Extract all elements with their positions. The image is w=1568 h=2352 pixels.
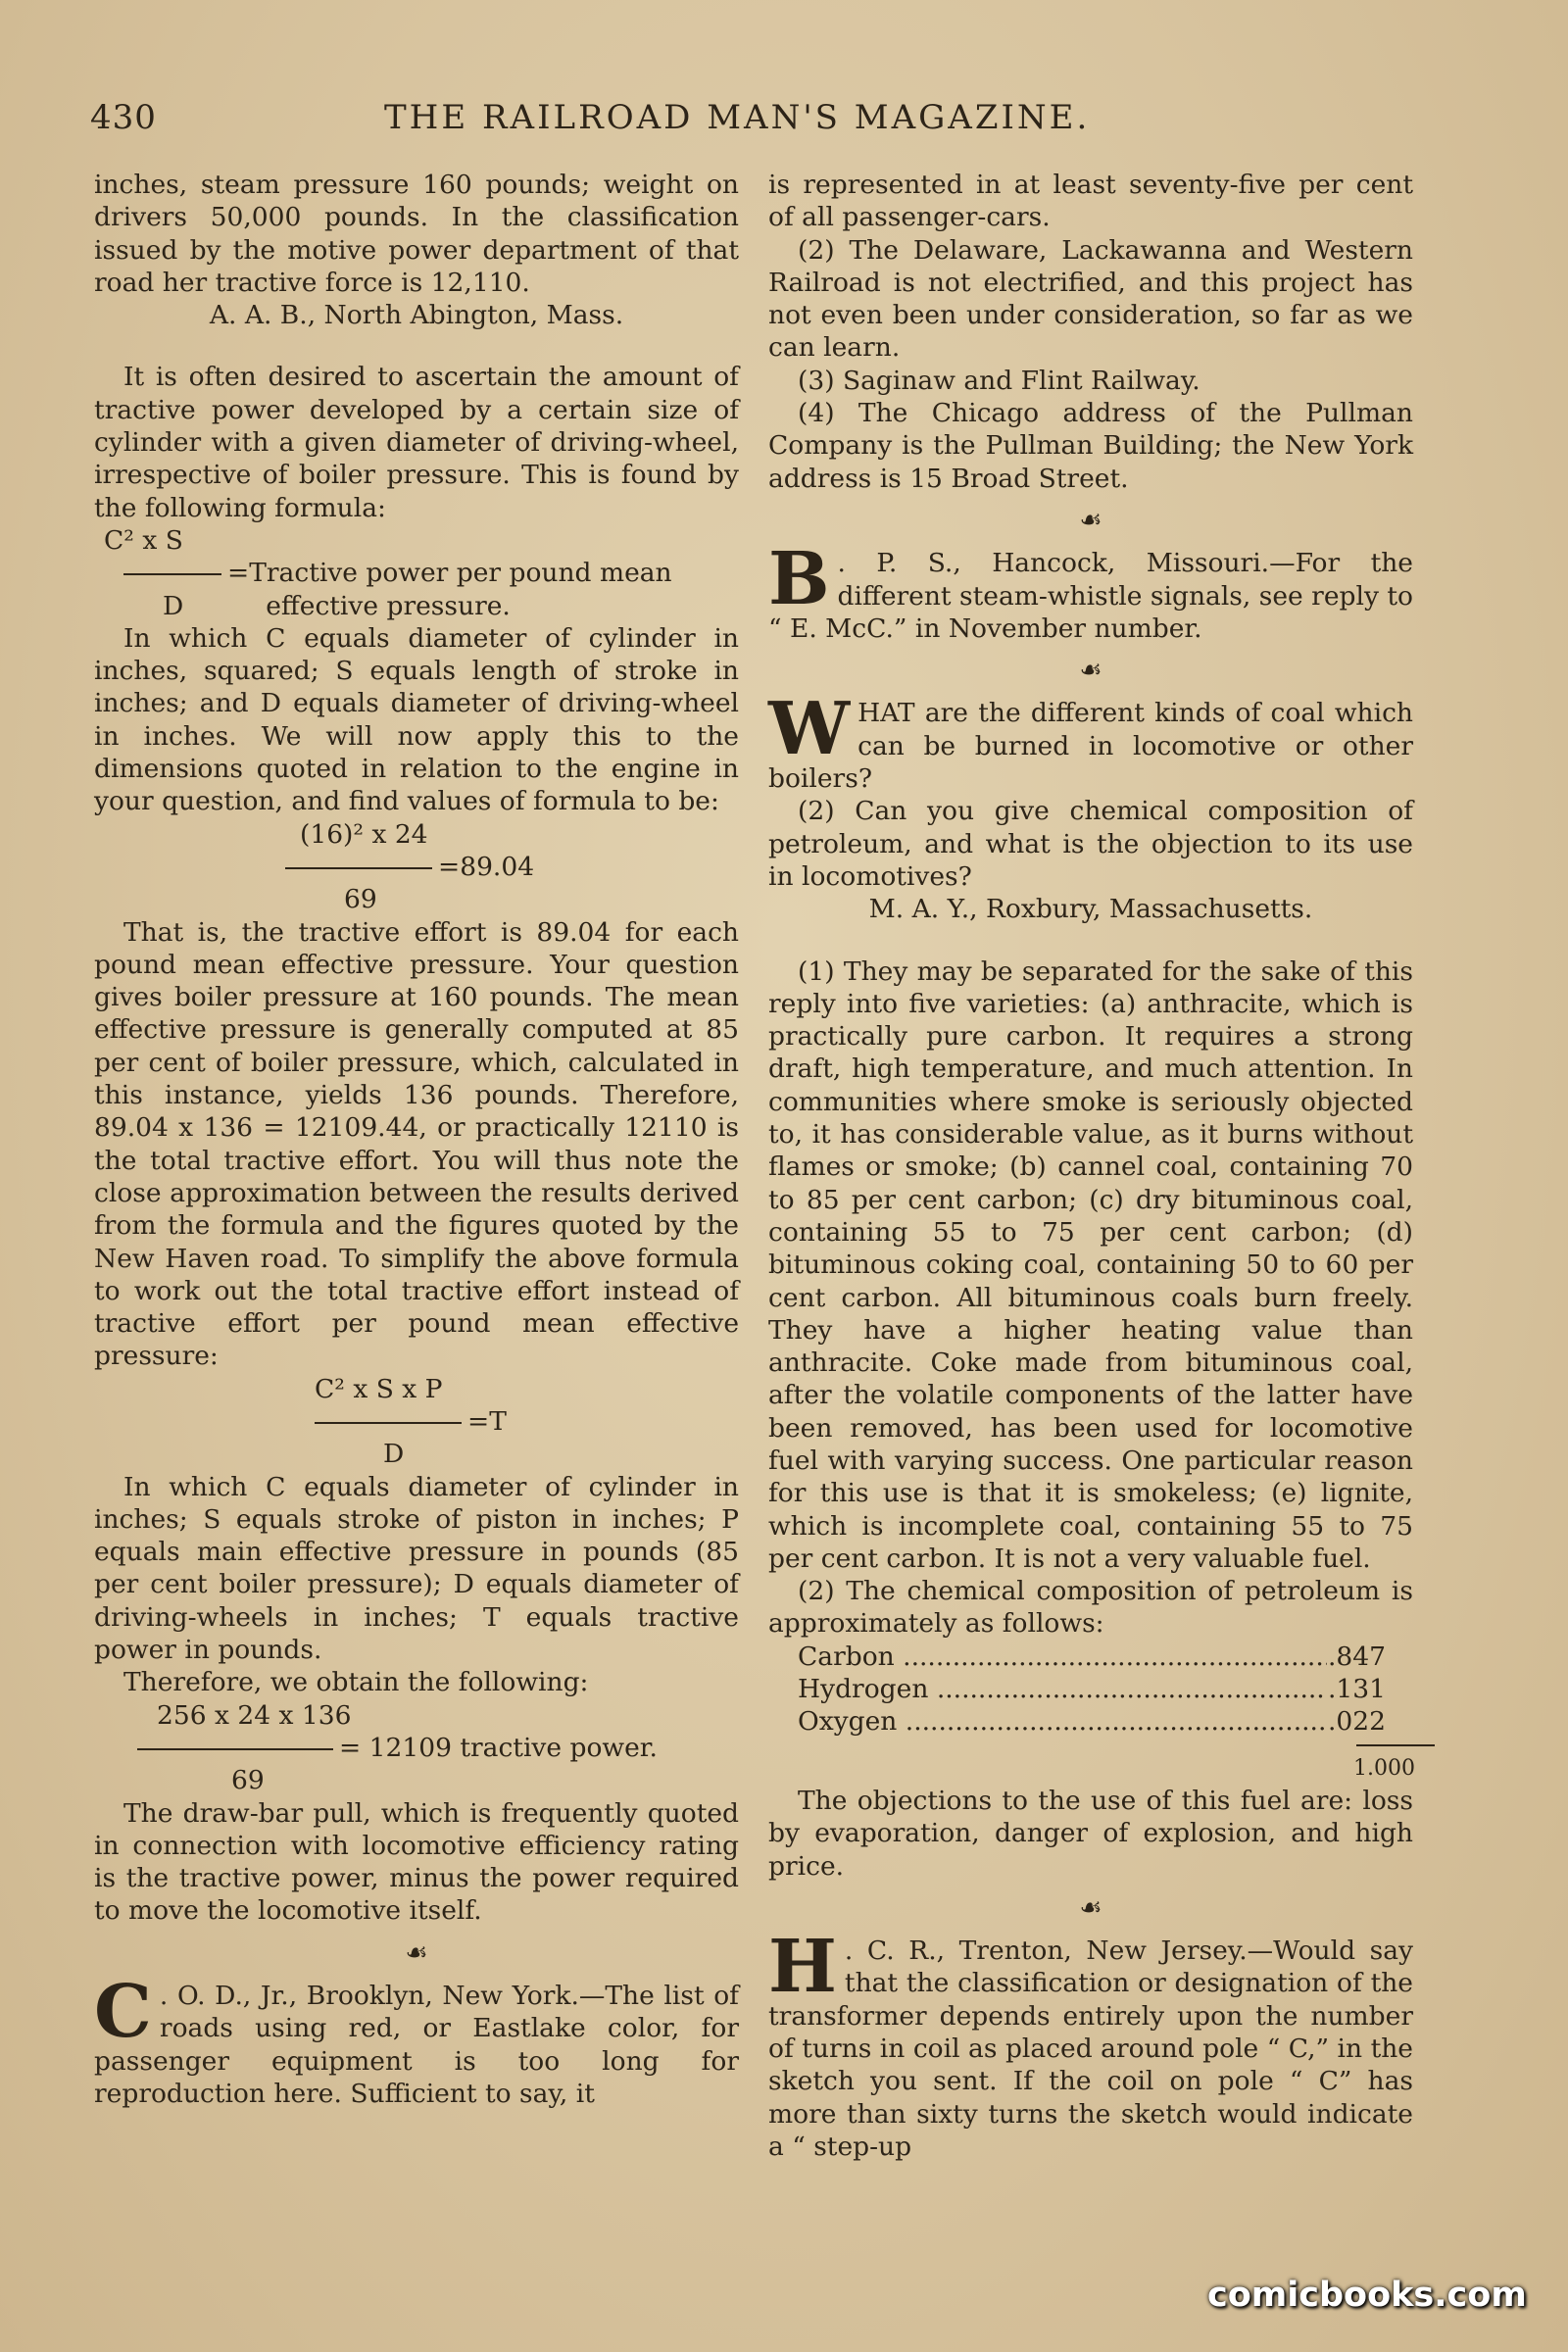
formula-result [94,1699,739,1797]
right-column [768,169,1413,2163]
paragraph: In which C equals diameter of cylinder in inches; S equals stroke of piston in inches; P equals main effective pressure in pounds (85 per cent boiler pressure); D equals diameter of driving-wheels in inches; T equals tractive power in pounds. [94,1471,739,1666]
formula-numerator: C² x S [104,524,183,556]
formula-example [94,818,739,916]
formula-numerator: (16)² x 24 [300,818,428,850]
element-name: Hydrogen ..... [798,1673,1327,1705]
formula-denominator: 69 [231,1765,265,1796]
table-row [798,1641,1386,1673]
running-title: THE RAILROAD MAN'S MAGAZINE. [384,98,1091,137]
fleuron-ornament: ☙ [1079,1892,1102,1923]
paragraph: is represented in at least seventy-five per cent of all passenger-cars. [768,170,1413,233]
watermark-logo: comicbooks.com [1207,2276,1527,2315]
fleuron-ornament: ☙ [1079,505,1102,535]
drop-cap: B [768,537,830,622]
signature: A. A. B., North Abington, Mass. [209,300,624,331]
element-name: Carbon ..... [798,1641,1327,1673]
paragraph: (3) Saginaw and Flint Railway. [798,365,1200,396]
drop-cap: H [768,1925,837,2010]
paragraph: It is often desired to ascertain the amount of tractive power developed by a certain size of cylinder with a given diameter of driving-wheel, irrespective of boiler pressure. This is found by the following formula: [94,362,739,523]
query-paragraph [768,537,1413,645]
element-value: .022 [1327,1706,1386,1738]
query-paragraph [768,1925,1413,2163]
fraction-bar [315,1422,462,1424]
formula-rhs: =Tractive power per pound mean [227,558,672,589]
left-column [94,169,739,2110]
formula-denominator: D [163,590,184,621]
formula-rhs: =89.04 [438,851,535,882]
fraction-bar [123,573,221,575]
paragraph: (2) The Delaware, Lackawanna and Western Railroad is not electrified, and this project has not even been under consideration, so far as we can learn. [768,234,1413,364]
paragraph: In which C equals diameter of cylinder in inches, squared; S equals length of stroke in inches; and D equals diameter of driving-wheel in inches. We will now apply this to the dimensions quoted in relation to the engine in your question, and find values of formula to be: [94,622,739,817]
paragraph: Therefore, we obtain the following: [123,1667,589,1698]
query-text: . O. D., Jr., Brooklyn, New York.—The list of roads using red, or Eastlake color, for passenger equipment is too long for reproduction here. Sufficient to say, it [94,1981,739,2109]
formula-rhs-cont: effective pressure. [266,590,511,621]
table-row [798,1705,1386,1738]
paragraph: (1) They may be separated for the sake of this reply into five varieties: (a) anthracite, which is practically pure carbon. It requires a strong draft, high temperature, and much attention. In communities where smoke is seriously objected to, it has considerable value, as it burns without flames or smoke; (b) cannel coal, containing 70 to 85 per cent carbon; (c) dry bituminous coal, containing 55 to 75 per cent carbon; (d) bituminous coking coal, containing 50 to 60 per cent carbon. All bituminous coals burn freely. They have a higher heating value than anthracite. Coke made from bituminous coal, after the volatile components of the latter have been removed, has been used for locomotive fuel with varying success. One particular reason for this use is that it is smokeless; (e) lignite, which is incomplete coal, containing 55 to 75 per cent carbon. It is not a very valuable fuel. [768,956,1413,1574]
formula-rhs: =T [467,1405,507,1437]
table-total: 1.000 [1353,1755,1415,1781]
paragraph: inches, steam pressure 160 pounds; weight on drivers 50,000 pounds. In the classification issued by the motive power department of that road her tractive force is 12,110. [94,170,739,298]
table-row [798,1673,1386,1705]
formula-numerator: C² x S x P [315,1373,443,1404]
element-value: .131 [1327,1674,1386,1705]
formula-tractive-power [94,524,739,622]
element-name: Oxygen ..... [798,1705,1327,1738]
query-text: HAT are the different kinds of coal which can be burned in locomotive or other boilers? [768,698,1413,795]
formula-denominator: 69 [344,884,377,915]
query-paragraph [768,687,1413,795]
paragraph: (2) The chemical composition of petroleum is approximately as follows: [768,1576,1413,1640]
query-paragraph [94,1970,739,2110]
signature: M. A. Y., Roxbury, Massachusetts. [868,894,1313,925]
paragraph: The objections to the use of this fuel are: loss by evaporation, danger of explosion, and high price. [768,1785,1413,1882]
paragraph: The draw-bar pull, which is frequently quoted in connection with locomotive efficiency rating is the tractive power, minus the power required to move the locomotive itself. [94,1797,739,1927]
element-value: .847 [1327,1641,1386,1672]
drop-cap: C [94,1970,152,2055]
formula-total-tractive [94,1373,739,1471]
fraction-bar [137,1748,333,1750]
composition-table [798,1641,1413,1785]
fleuron-ornament: ☙ [405,1937,428,1968]
page-header [90,98,1511,147]
page-number: 430 [90,98,157,137]
total-rule [1356,1744,1435,1746]
drop-cap: W [768,687,851,772]
fraction-bar [285,867,432,869]
query-text: . C. R., Trenton, New Jersey.—Would say that the classification or designation of the transformer depends entirely upon the number of turns in coil as placed around pole “ C,” in the sketch you sent. If the coil on pole “ C” has more than sixty turns the sketch would indicate a “ step-up [768,1936,1413,2162]
query-text: . P. S., Hancock, Missouri.—For the different steam-whistle signals, see reply to “ E. McC.” in November number. [768,548,1413,644]
formula-numerator: 256 x 24 x 136 [157,1699,352,1731]
paragraph: That is, the tractive effort is 89.04 for each pound mean effective pressure. Your question gives boiler pressure at 160 pounds. The mean effective pressure is generally computed at 85 per cent of boiler pressure, which, calculated in this instance, yields 136 pounds. Therefore, 89.04 x 136 = 12109.44, or practically 12110 is the total tractive effort. You will thus note the close approximation between the results derived from the formula and the figures quoted by the New Haven road. To simplify the above formula to work out the total tractive effort instead of tractive effort per pound mean effective pressure: [94,916,739,1372]
formula-denominator: D [383,1439,405,1470]
fleuron-ornament: ☙ [1079,656,1102,686]
paragraph: (2) Can you give chemical composition of petroleum, and what is the objection to its use in locomotives? [768,796,1413,892]
paragraph: (4) The Chicago address of the Pullman Company is the Pullman Building; the New York address is 15 Broad Street. [768,398,1413,494]
formula-rhs: = 12109 tractive power. [339,1732,658,1763]
